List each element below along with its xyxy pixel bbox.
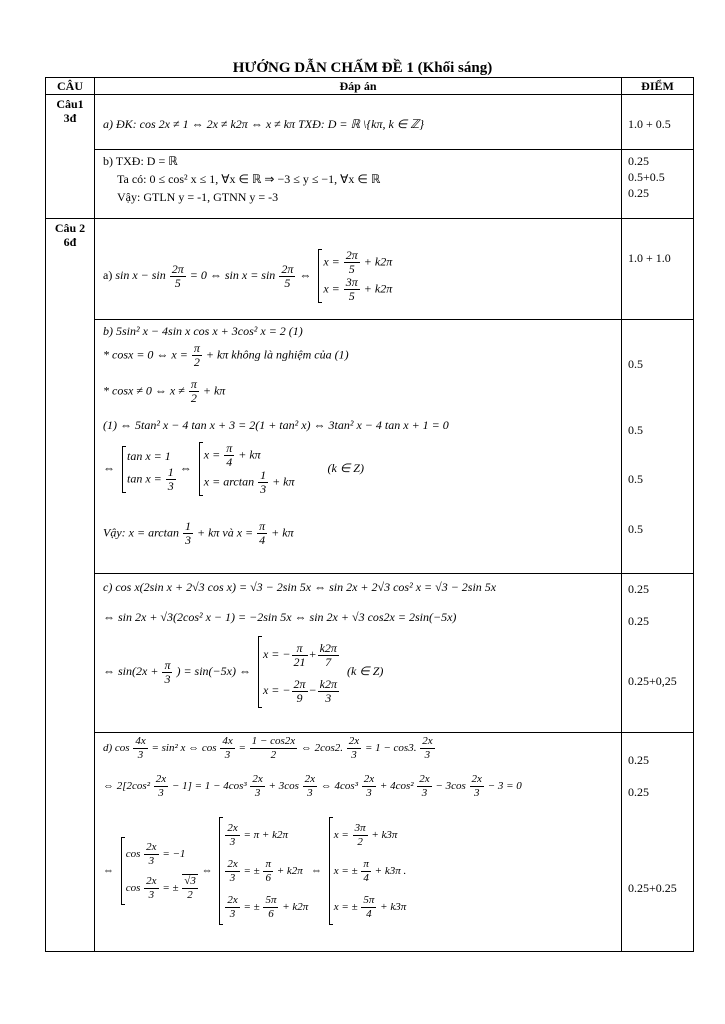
score-text: 0.25 [628, 753, 649, 767]
fraction [170, 263, 186, 290]
answer-line: ⇔ tan x = 1 tan x = $\frac{1}{3}$ ⇔ x = $\frac{\pi}{4}$ + kπ x = arctan $\frac{1}{3}$ + kπ (k ∈ Z) [103, 441, 364, 496]
score-text: 0.25 [628, 582, 649, 596]
score-text: 1.0 + 1.0 [628, 251, 671, 265]
header-dap-an: Đáp án [95, 78, 622, 95]
answer-2c [95, 574, 622, 733]
answer-1a [95, 95, 622, 150]
score-text: 1.0 + 0.5 [628, 117, 671, 131]
answer-line: ⇔ sin 2x + √3(2cos² x − 1) = −2sin 5x ⇔ sin 2x + √3 cos2x = 2sin(−5x) [103, 610, 457, 624]
score-text: 0.5 [628, 522, 643, 536]
score-text: 0.5 [628, 423, 643, 437]
answer-2a [95, 219, 622, 320]
header-diem: ĐIỂM [622, 78, 694, 95]
answer-line: (1) ⇔ 5tan² x − 4 tan x + 3 = 2(1 + tan² x) ⇔ 3tan² x − 4 tan x + 1 = 0 [103, 418, 449, 432]
question-1-label [46, 95, 95, 219]
score-2a [622, 219, 694, 320]
question-2-label [46, 219, 95, 952]
score-text: 0.5 [628, 357, 643, 371]
score-1a [622, 95, 694, 150]
score-text: 0.25 [628, 785, 649, 799]
score-text: 0.5 [628, 472, 643, 486]
answer-2d [95, 733, 622, 952]
table-row [46, 219, 694, 320]
score-2c [622, 574, 694, 733]
answer-line: ⇔ cos $\frac{2x}{3}$ = −1 cos $\frac{2x}{3}$ = ± $\frac{√3}{2}$ ⇔ $\frac{2x}{3}$ = π + k2π $\frac{2x}{3}$ = ± $\frac{\pi}{6}$ + k2π $\frac{2x}{3}$ = ± $\frac{5\pi}{6}$ + k2π ⇔ x = $\frac{3\pi}{2}$ + k3π x = ± $\frac{\pi}{4}$ + k3π . x = ± $\frac{5\pi}{4}$ + k3π [103, 817, 406, 925]
denominator: 5 [284, 275, 291, 290]
table-row [46, 95, 694, 150]
score-text: 0.25 [628, 614, 649, 628]
part-label: a) [103, 267, 113, 282]
score-text: 0.25+0.25 [628, 881, 677, 895]
question-label: Câu 2 [54, 221, 86, 235]
score-1b [622, 150, 694, 219]
answer-line: d) cos $\frac{4x}{3}$ = sin² x ⇔ cos $\frac{4x}{3}$ = $\frac{1 - \cos 2x}{2}$ ⇔ 2cos2. $\frac{2x}{3}$ = 1 − cos3. $\frac{2x}{3}$ [103, 735, 433, 761]
answer-line: * cosx ≠ 0 ⇔ x ≠ $\frac{\pi}{2}$ + kπ [103, 377, 226, 405]
score-text: 0.25+0,25 [628, 674, 677, 688]
answer-1b [95, 150, 622, 219]
answer-line: b) 5sin² x − 4sin x cos x + 3cos² x = 2 (1) [103, 324, 303, 338]
fraction [279, 263, 295, 290]
table-row [46, 150, 694, 219]
answer-line: Vậy: GTLN y = -1, GTNN y = -3 [117, 190, 279, 204]
answer-line: a) sin x − sin $\frac{2\pi}{5}$ = 0 ⇔ sin x = sin $\frac{2\pi}{5}$ ⇔ x = $\frac{2\pi}{5}$ + k2π x = $\frac{3\pi}{5}$ + k2π [103, 248, 393, 303]
answer-line: a) ĐK: cos 2x ≠ 1 ⇔ 2x ≠ k2π ⇔ x ≠ kπ TXĐ: D = ℝ \{kπ, k ∈ ℤ} [103, 117, 424, 131]
math-text: sin x − sin [115, 267, 166, 282]
table-row [46, 733, 694, 952]
answer-line: ⇔ 2[2cos² $\frac{2x}{3}$ − 1] = 1 − 4cos³ $\frac{2x}{3}$ + 3cos $\frac{2x}{3}$ ⇔ 4cos³ $\frac{2x}{3}$ + 4cos² $\frac{2x}{3}$ − 3cos $\frac{2x}{3}$ − 3 = 0 [103, 773, 522, 799]
score-text: 0.25 [628, 186, 649, 200]
table-row [46, 574, 694, 733]
numerator: 2π [171, 261, 184, 276]
math-text: = 0 ⇔ sin x = sin [189, 267, 276, 282]
score-text: 0.25 [628, 154, 649, 168]
question-points: 6đ [63, 235, 77, 249]
score-2b [622, 320, 694, 574]
question-points: 3đ [63, 111, 77, 125]
answer-line: ⇔ sin(2x + $\frac{\pi}{3}$ ) = sin(−5x) ⇔ x = − $\frac{\pi}{21}$ + $\frac{k2\pi}{7}$ x = − $\frac{2\pi}{9}$ − $\frac{k2\pi}{3}$ (k ∈ Z) [103, 636, 383, 708]
solution-bracket: x = $\frac{2\pi}{5}$ + k2π x = $\frac{3\pi}{5}$ + k2π [318, 249, 392, 303]
answer-line: b) TXĐ: D = ℝ [103, 154, 178, 168]
header-cau: CÂU [46, 78, 95, 95]
answer-line: c) cos x(2sin x + 2√3 cos x) = √3 − 2sin 5x ⇔ sin 2x + 2√3 cos² x = √3 − 2sin 5x [103, 580, 497, 594]
grading-table [45, 77, 694, 952]
answer-2b [95, 320, 622, 574]
question-label: Câu1 [56, 97, 84, 111]
answer-line: Ta có: 0 ≤ cos² x ≤ 1, ∀x ∈ ℝ ⇒ −3 ≤ y ≤ −1, ∀x ∈ ℝ [117, 172, 381, 186]
denominator: 5 [174, 275, 181, 290]
score-text: 0.5+0.5 [628, 170, 665, 184]
answer-line: Vậy: x = arctan $\frac{1}{3}$ + kπ và x = $\frac{\pi}{4}$ + kπ [103, 519, 294, 547]
answer-line: * cosx = 0 ⇔ x = $\frac{\pi}{2}$ + kπ không là nghiệm của (1) [103, 341, 349, 369]
table-row [46, 320, 694, 574]
page-title: HƯỚNG DẪN CHẤM ĐỀ 1 (Khối sáng) [232, 60, 493, 76]
score-2d [622, 733, 694, 952]
header-row [46, 78, 694, 95]
numerator: 2π [281, 261, 294, 276]
